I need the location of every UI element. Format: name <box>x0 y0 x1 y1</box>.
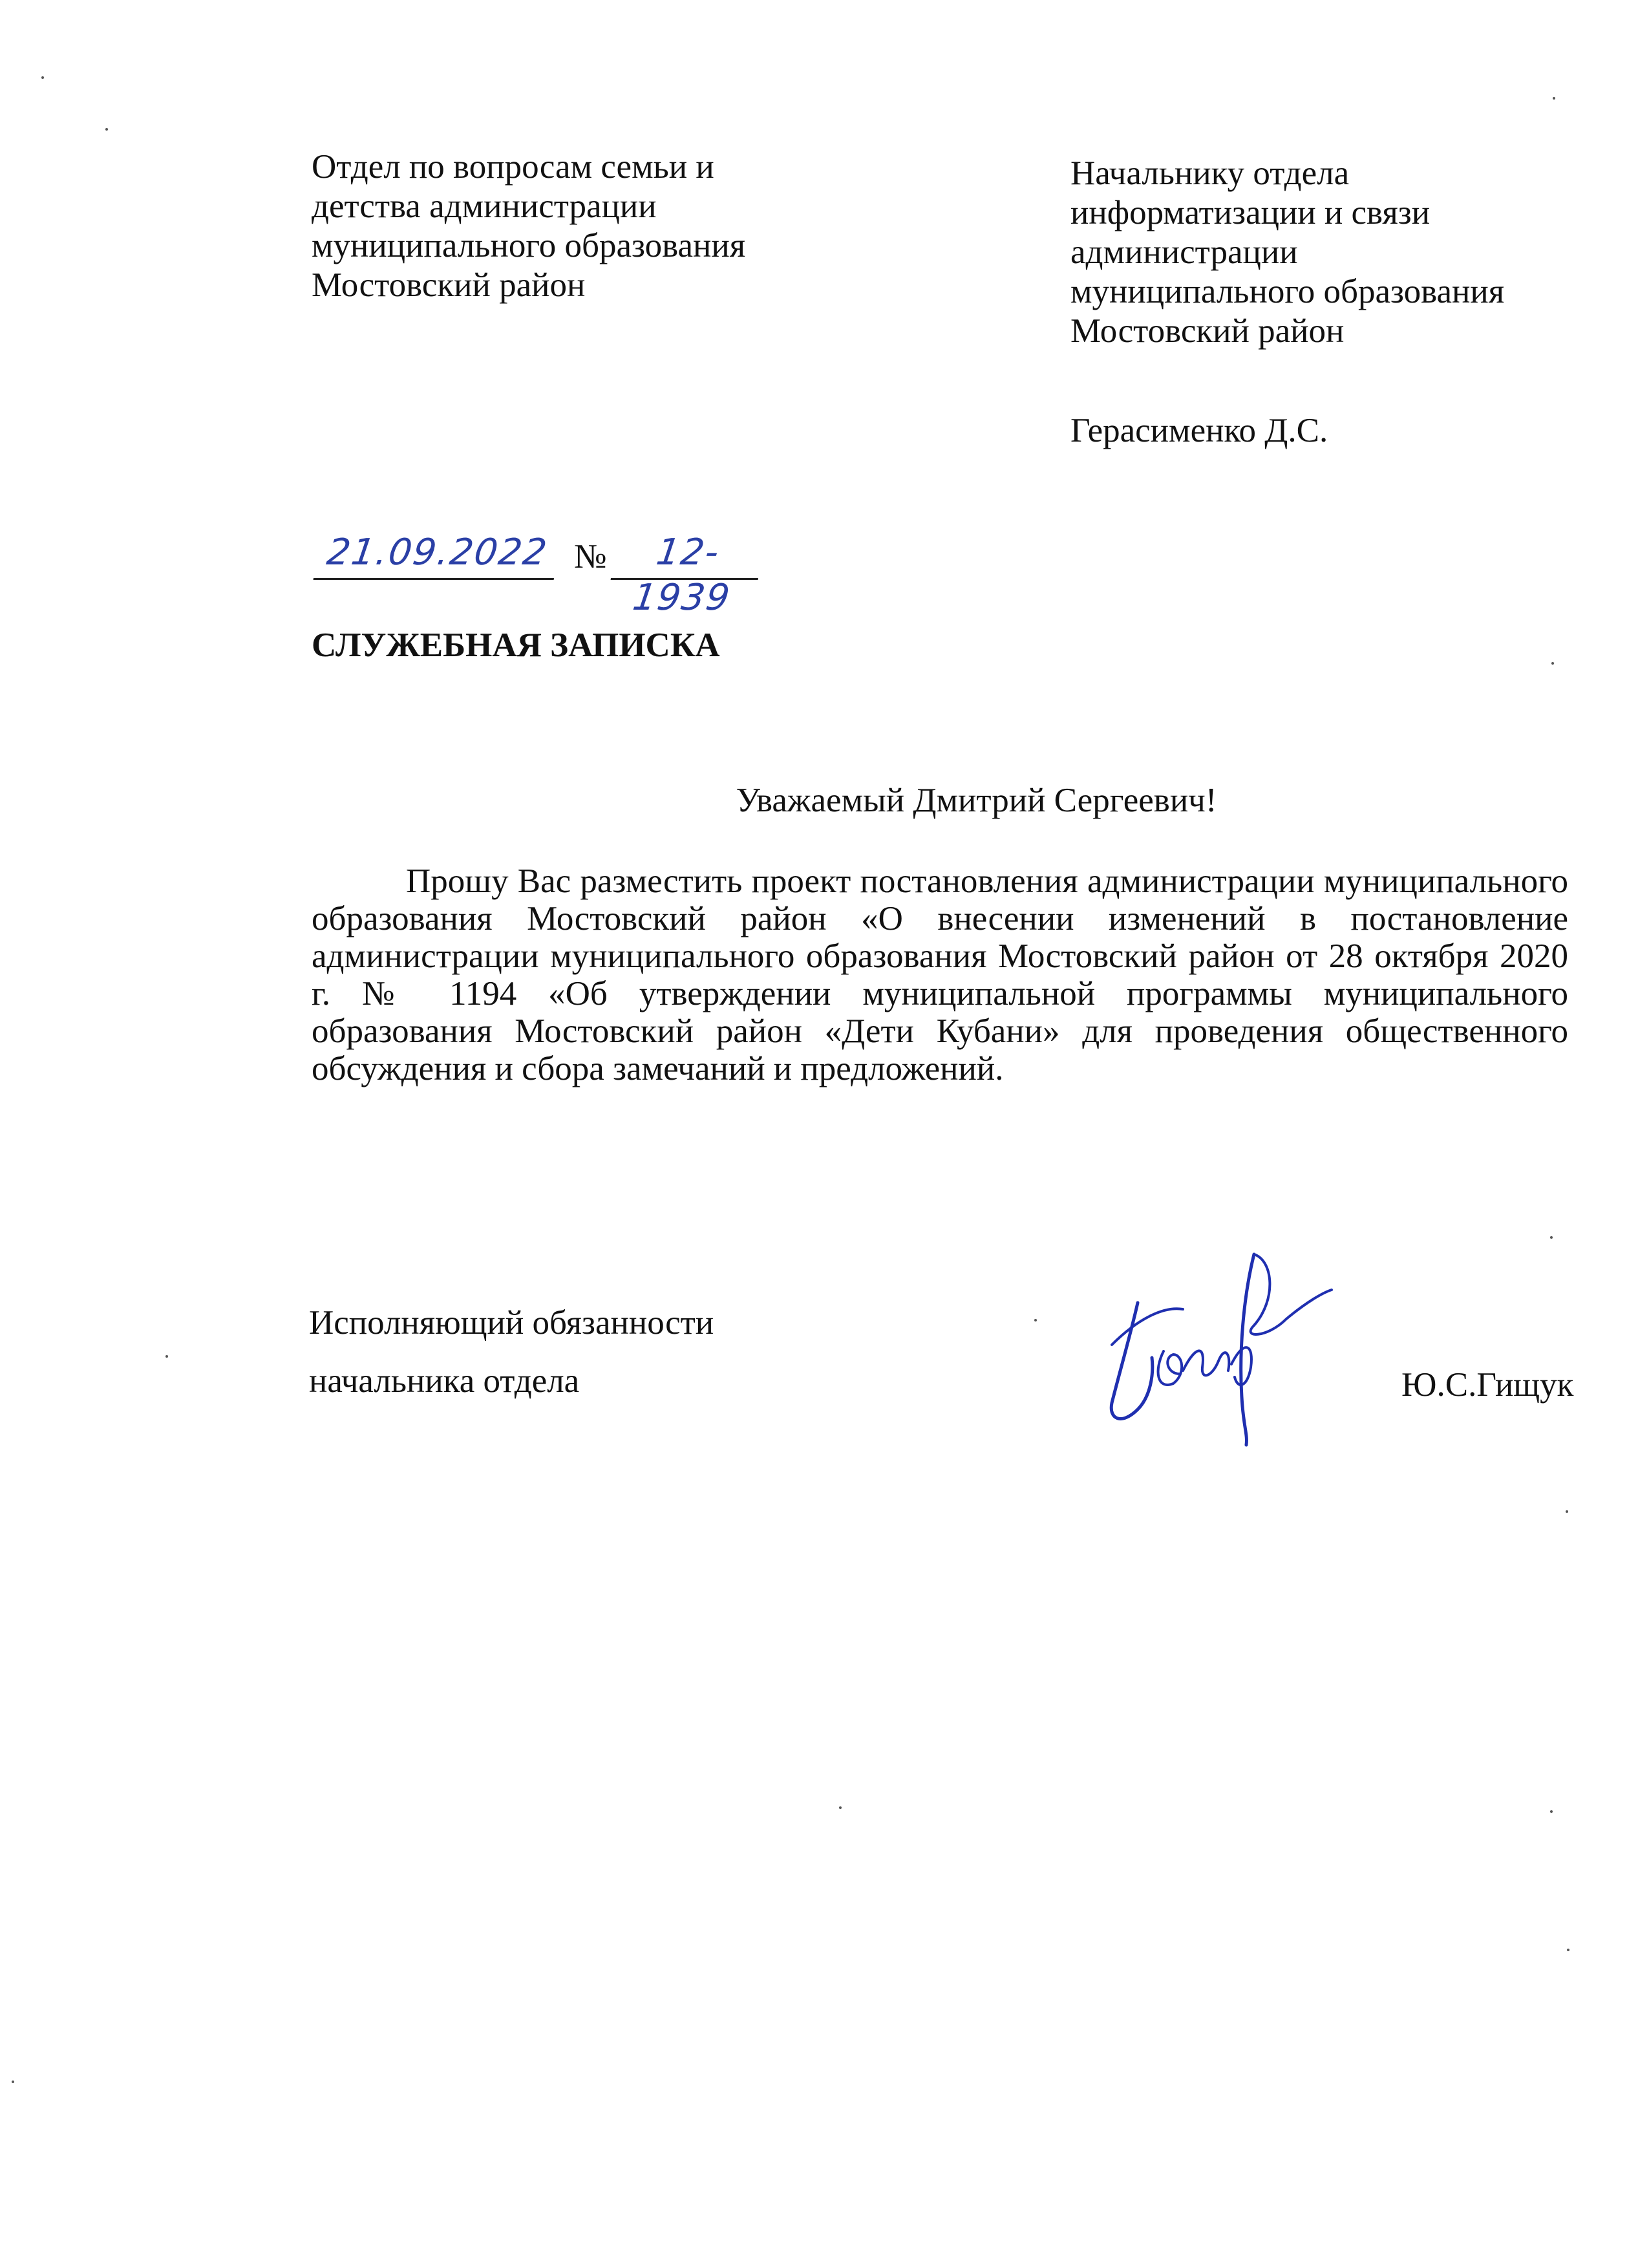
scan-speck <box>1567 1949 1569 1951</box>
recipient-line-3: администрации <box>1070 233 1298 271</box>
scan-speck <box>1034 1319 1037 1321</box>
scan-speck <box>41 76 44 79</box>
scan-speck <box>839 1806 842 1809</box>
sender-line-2: детства администрации <box>312 187 657 225</box>
recipient-name: Герасименко Д.С. <box>1070 412 1328 449</box>
recipient-line-1: Начальнику отдела <box>1070 155 1350 192</box>
scan-speck <box>1566 1510 1568 1513</box>
registration-date: 21.09.2022 <box>314 530 561 580</box>
salutation: Уважаемый Дмитрий Сергеевич! <box>736 782 1217 819</box>
body-paragraph: Прошу Вас разместить проект постановления администрации муниципального образования Мостовский район «О внесении изменений в постановление администрации муниципального образования Мостовский район от 28 октября 2020 г. № 1194 «Об утверждении муниципальной программы муниципального образования Мостовский район «Дети Кубани» для проведения общественного обсуждения и сбора замечаний и предложений. <box>312 862 1568 1087</box>
registration-number: 12-1939 <box>611 530 765 580</box>
sender-line-3: муниципального образования <box>312 227 746 264</box>
recipient-block <box>1070 154 1626 351</box>
scan-speck <box>1550 1810 1553 1813</box>
sender-block <box>312 147 893 305</box>
registration-line <box>317 530 834 619</box>
signatory-name: Ю.С.Гищук <box>1401 1366 1574 1404</box>
scan-speck <box>1553 97 1555 100</box>
scan-speck <box>105 128 108 131</box>
signatory-title-line-1: Исполняющий обязанности <box>309 1304 714 1342</box>
scan-speck <box>12 2081 14 2083</box>
recipient-line-5: Мостовский район <box>1070 312 1345 350</box>
scan-speck <box>165 1355 168 1358</box>
scan-speck <box>1550 1236 1553 1239</box>
recipient-line-4: муниципального образования <box>1070 273 1505 310</box>
recipient-line-2: информатизации и связи <box>1070 194 1431 231</box>
handwritten-signature <box>1092 1241 1338 1455</box>
sender-line-4: Мостовский район <box>312 266 586 304</box>
registration-number-label: № <box>574 538 607 575</box>
document-type-heading: СЛУЖЕБНАЯ ЗАПИСКА <box>312 626 720 664</box>
sender-line-1: Отдел по вопросам семьи и <box>312 148 714 186</box>
signatory-title-line-2: начальника отдела <box>309 1362 580 1400</box>
scan-speck <box>1551 662 1554 665</box>
